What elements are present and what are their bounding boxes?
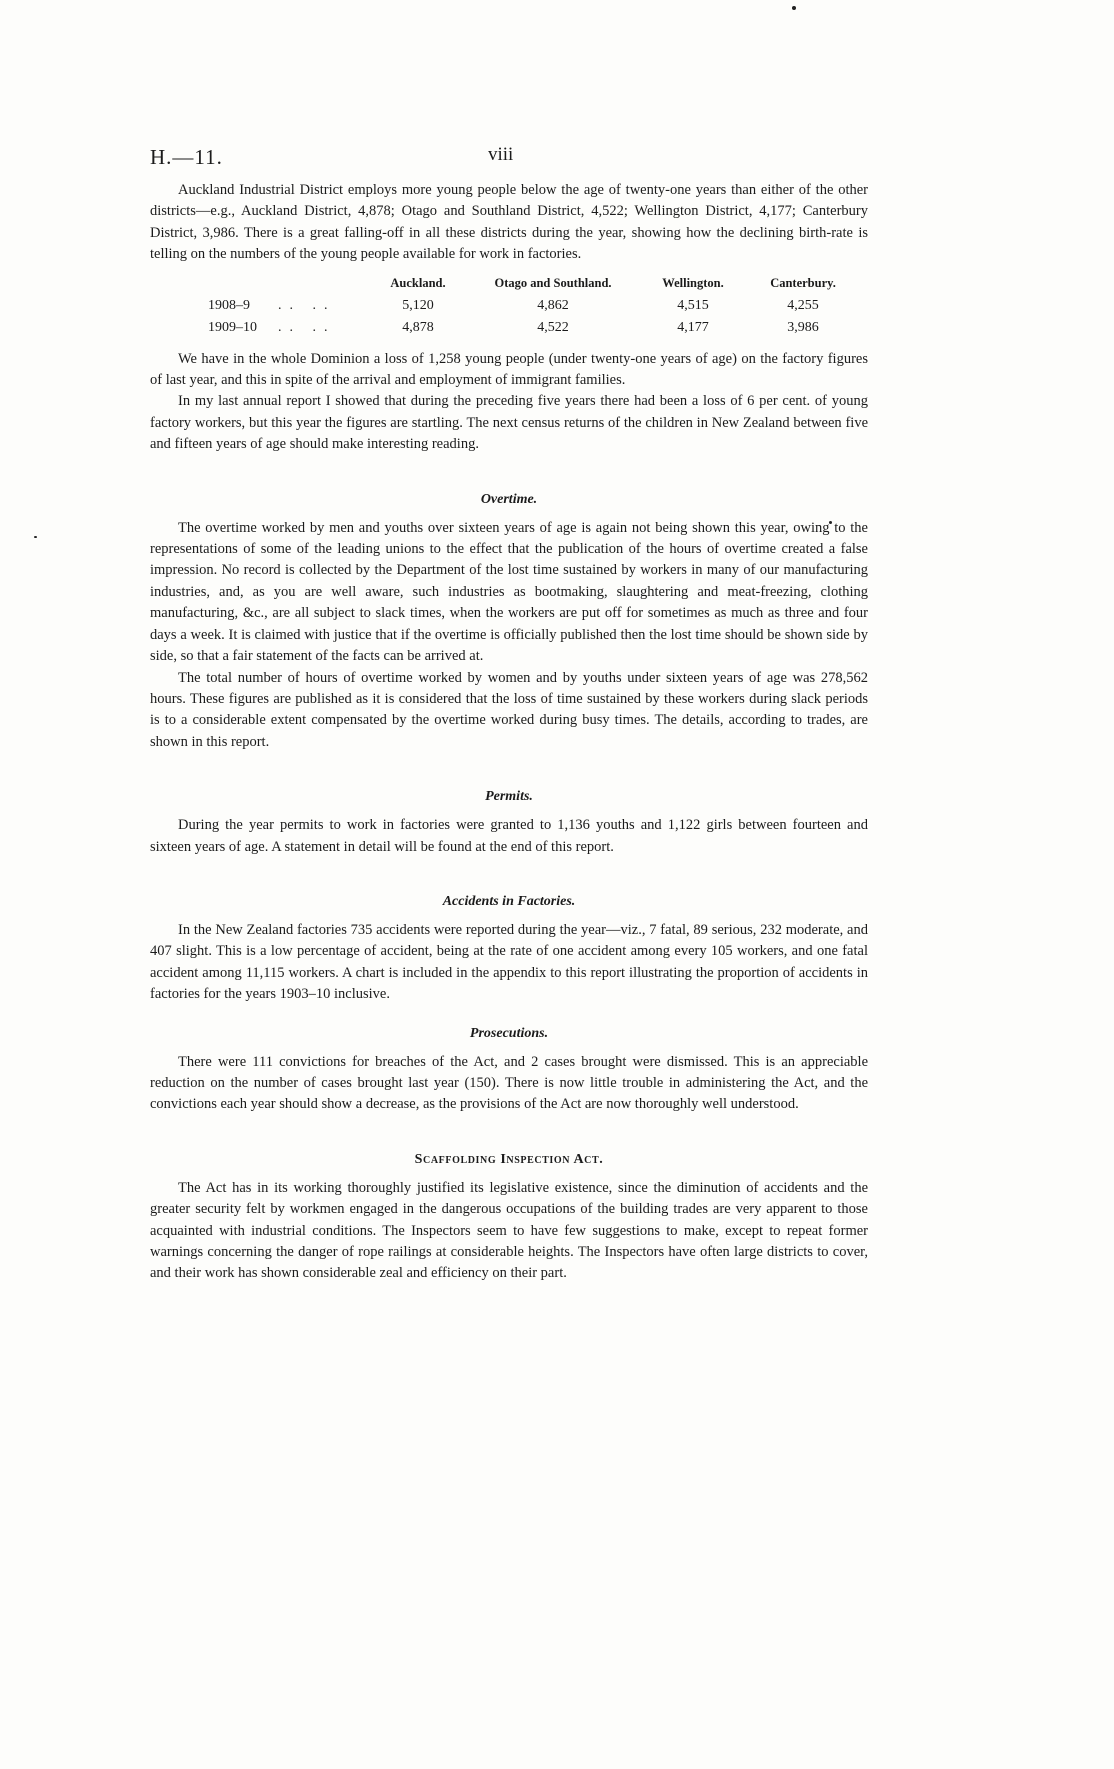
table-header-row [208,276,868,295]
intro-paragraph-3: In my last annual report I showed that during the preceding five years there had been a loss of 6 per cent. of young factory workers, but this year the figures are startling. The next census returns of the children in New Zealand between five and fifteen years of age should make interesting reading. [150,393,868,453]
table-header-blank [278,276,378,295]
row-year: 1909–10 [208,319,257,335]
table-header-blank [208,276,278,295]
column-header: Canterbury. [770,275,836,290]
intro-paragraph-2: We have in the whole Dominion a loss of 1,258 young people (under twenty-one years of age) on the factory figures of last year, and this in spite of the arrival and employment of immigrant families. [150,350,868,389]
table-row [208,317,868,339]
permits-paragraph-1: During the year permits to work in factories were granted to 1,136 youths and 1,122 girls between fourteen and sixteen years of age. A statement in detail will be found at the end of this report. [150,817,868,855]
accidents-paragraph-1: In the New Zealand factories 735 accidents were reported during the year—viz., 7 fatal, 89 serious, 232 moderate, and 407 slight. This is a low percentage of accident, being at the rate of one accident among every 105 workers, and one fatal accident among 11,115 workers. A chart is included in the appendix to this report illustrating the proportion of accidents in factories for the years 1903–10 inclusive. [150,921,868,1003]
row-leader-dots: .. .. [278,297,336,313]
scan-speck [792,6,796,10]
scaffolding-paragraph-1: The Act has in its working thoroughly justified its legislative existence, since the diminution of accidents and the greater security felt by workmen engaged in the dangerous occupations of the building trades are very apparent to those acquainted with industrial conditions. The Inspectors seem to have few suggestions to make, except to repeat former warnings concerning the danger of rope railings at considerable heights. The Inspectors have often large districts to cover, and their work has shown considerable zeal and efficiency on their part. [150,1179,868,1282]
table-cell: 5,120 [402,297,434,313]
table-cell: 4,862 [537,297,569,313]
table-cell: 4,255 [787,297,819,313]
column-header: Wellington. [662,275,724,290]
table-cell: 3,986 [787,319,819,335]
district-table [208,276,868,339]
scaffolding-heading: Scaffolding Inspection Act. [414,1151,604,1167]
intro-paragraph-1: Auckland Industrial District employs more young people below the age of twenty-one years than either of the other districts—e.g., Auckland District, 4,878; Otago and Southland District, 4,522; Wellington District, 4,177; Canterbury District, 3,986. There is a great falling-off in all these districts during the year, showing how the declining birth-rate is telling on the numbers of the young people available for work in factories. [150,182,868,263]
row-leader-dots: .. .. [278,319,336,335]
document-page [150,140,868,1285]
column-header: Otago and Southland. [494,275,612,290]
page-number: viii [488,144,514,165]
permits-heading: Permits. [485,789,533,805]
overtime-heading: Overtime. [480,491,538,507]
scan-speck [34,536,37,538]
column-header: Auckland. [390,275,446,290]
table-cell: 4,177 [677,319,709,335]
prosecutions-heading: Prosecutions. [469,1025,549,1041]
table-cell: 4,515 [677,297,709,313]
table-cell: 4,522 [537,319,569,335]
overtime-paragraph-1: The overtime worked by men and youths over sixteen years of age is again not being shown this year, owing to the representations of some of the leading unions to the effect that the publication of the hours of overtime created a false impression. No record is collected by the Department of the lost time sustained by workers in many of our manufacturing industries, and, as you are well aware, such industries as bootmaking, slaughtering and meat-freezing, clothing manufacturing, &c., are all subject to slack times, when the workers are put off for sometimes as much as three and four days a week. It is claimed with justice that if the overtime is officially published then the lost time should be shown side by side, so that a fair statement of the facts can be arrived at. [150,519,868,665]
row-year: 1908–9 [208,297,250,313]
document-reference: H.—11. [150,145,223,169]
prosecutions-paragraph-1: There were 111 convictions for breaches of the Act, and 2 cases brought were dismissed. This is an appreciable reduction on the number of cases brought last year (150). There is now little trouble in administering the Act, and the convictions each year should show a decrease, as the provisions of the Act are now thoroughly well understood. [150,1053,868,1113]
accidents-heading: Accidents in Factories. [442,893,576,909]
table-cell: 4,878 [402,319,434,335]
table-row [208,295,868,317]
overtime-paragraph-2: The total number of hours of overtime worked by women and by youths under sixteen years of age was 278,562 hours. These figures are published as it is considered that the loss of time sustained by these workers during slack periods is to a considerable extent compensated by the overtime worked during busy times. The details, according to trades, are shown in this report. [150,669,868,750]
page-header [150,140,868,180]
